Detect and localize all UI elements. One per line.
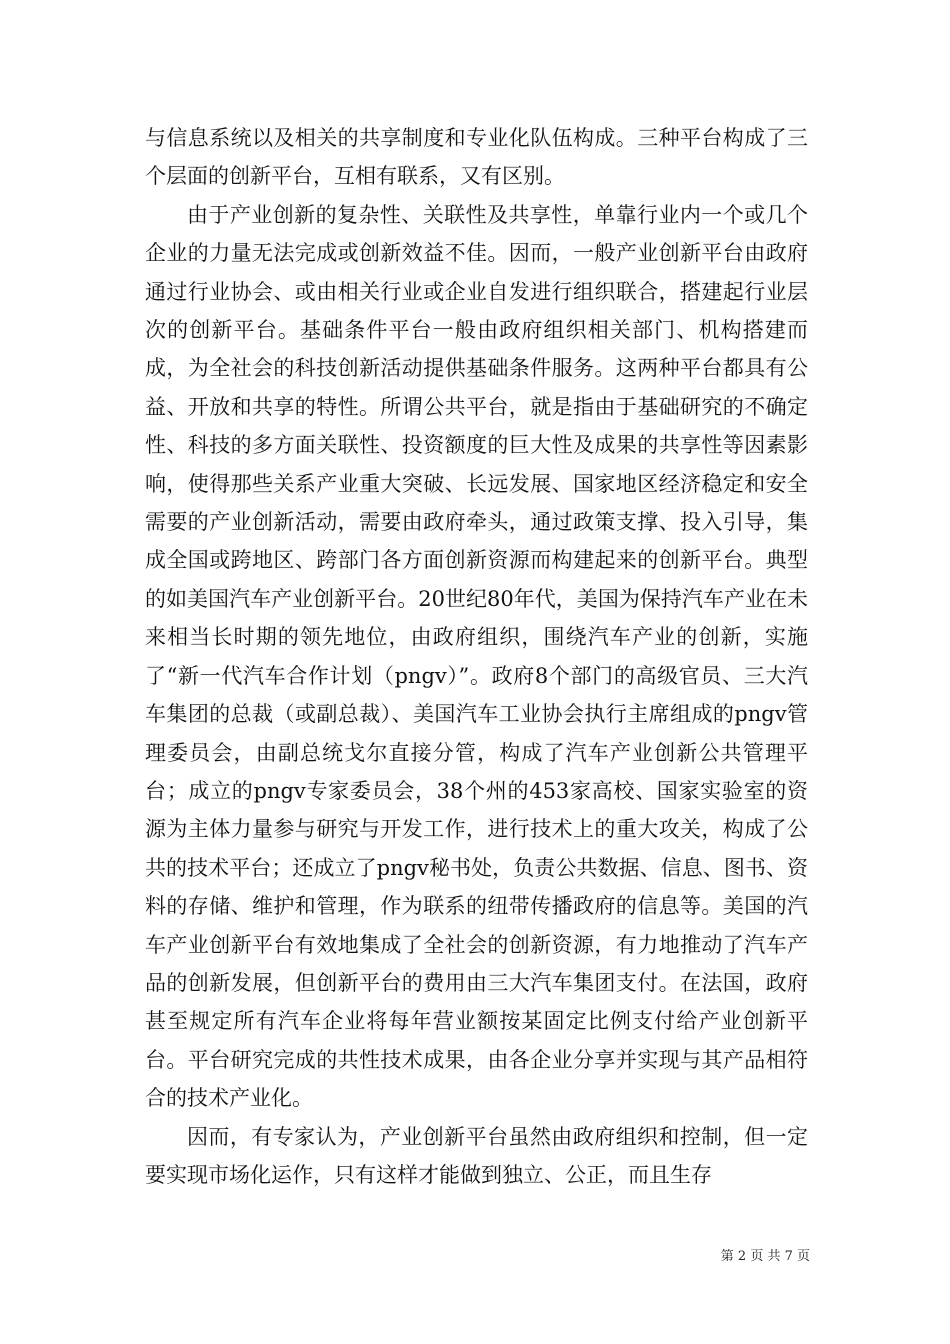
document-body <box>145 119 808 1194</box>
paragraph-conclusion: 因而，有专家认为，产业创新平台虽然由政府组织和控制，但一定要实现市场化运作，只有这样才能做到独立、公正，而且生存 <box>145 1124 808 1187</box>
page-number-footer: 第 2 页 共 7 页 <box>720 1249 810 1264</box>
paragraph-main: 由于产业创新的复杂性、关联性及共享性，单靠行业内一个或几个企业的力量无法完成或创新效益不佳。因而，一般产业创新平台由政府通过行业协会、或由相关行业或企业自发进行组织联合，搭建起行业层次的创新平台。基础条件平台一般由政府组织相关部门、机构搭建而成，为全社会的科技创新活动提供基础条件服务。这两种平台都具有公益、开放和共享的特性。所谓公共平台，就是指由于基础研究的不确定性、科技的多方面关联性、投资额度的巨大性及成果的共享性等因素影响，使得那些关系产业重大突破、长远发展、国家地区经济稳定和安全需要的产业创新活动，需要由政府牵头，通过政策支撑、投入引导，集成全国或跨地区、跨部门各方面创新资源而构建起来的创新平台。典型的如美国汽车产业创新平台。20世纪80年代，美国为保持汽车产业在未来相当长时期的领先地位，由政府组织，围绕汽车产业的创新，实施了“新一代汽车合作计划（pngv）”。政府8个部门的高级官员、三大汽车集团的总裁（或副总裁）、美国汽车工业协会执行主席组成的pngv管理委员会，由副总统戈尔直接分管，构成了汽车产业创新公共管理平台；成立的pngv专家委员会，38个州的453家高校、国家实验室的资源为主体力量参与研究与开发工作，进行技术上的重大攻关，构成了公共的技术平台；还成立了pngv秘书处，负责公共数据、信息、图书、资料的存储、维护和管理，作为联系的纽带传播政府的信息等。美国的汽车产业创新平台有效地集成了全社会的创新资源，有力地推动了汽车产品的创新发展，但创新平台的费用由三大汽车集团支付。在法国，政府甚至规定所有汽车企业将每年营业额按某固定比例支付给产业创新平台。平台研究完成的共性技术成果，由各企业分享并实现与其产品相符合的技术产业化。 <box>145 202 808 1111</box>
paragraph-continuation: 与信息系统以及相关的共享制度和专业化队伍构成。三种平台构成了三个层面的创新平台，互相有联系，又有区别。 <box>145 126 808 189</box>
